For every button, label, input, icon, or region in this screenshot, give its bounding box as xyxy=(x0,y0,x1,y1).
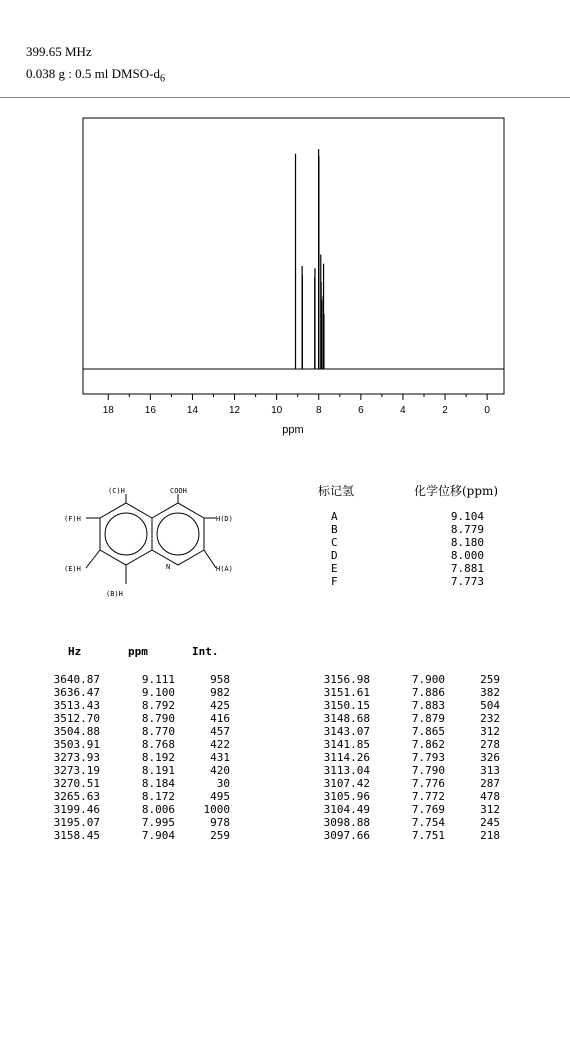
table-row xyxy=(30,686,230,699)
peak-intensity: 978 xyxy=(210,816,230,829)
x-axis-label: ppm xyxy=(282,424,304,436)
proton-label: D xyxy=(331,549,338,562)
molecule-structure xyxy=(50,480,270,605)
table-row xyxy=(300,803,500,816)
peak-ppm: 7.886 xyxy=(411,686,445,699)
table-row xyxy=(300,738,500,751)
peak-intensity: 245 xyxy=(480,816,500,829)
peak-intensity: 218 xyxy=(480,829,500,842)
chemical-shift: 8.779 xyxy=(450,523,484,536)
peak-intensity: 287 xyxy=(480,777,500,790)
peak-ppm: 7.776 xyxy=(411,777,445,790)
label-f: (F)H xyxy=(64,515,81,523)
peak-ppm: 8.184 xyxy=(141,777,175,790)
proton-label: E xyxy=(331,562,338,575)
peak-ppm: 7.793 xyxy=(411,751,445,764)
plot-frame xyxy=(83,118,504,394)
peak-hz: 3273.93 xyxy=(53,751,100,764)
peak-ppm: 7.772 xyxy=(411,790,445,803)
peak-hz: 3636.47 xyxy=(53,686,100,699)
sample-text: 0.038 g : 0.5 ml DMSO-d xyxy=(26,66,160,81)
assignment-shift-header: 化学位移(ppm) xyxy=(414,484,499,498)
peak-hz: 3158.45 xyxy=(53,829,100,842)
col-ppm-header: ppm xyxy=(128,645,148,658)
table-row xyxy=(300,764,500,777)
peak-hz: 3504.88 xyxy=(53,725,100,738)
table-row xyxy=(300,751,500,764)
table-row xyxy=(300,686,500,699)
chemical-shift: 7.773 xyxy=(450,575,484,588)
peak-hz: 3270.51 xyxy=(53,777,100,790)
label-a: H(A) xyxy=(216,565,233,573)
peak-hz: 3265.63 xyxy=(53,790,100,803)
peak-intensity: 30 xyxy=(216,777,230,790)
peak-ppm: 7.883 xyxy=(411,699,445,712)
sample-subscript: 6 xyxy=(159,73,165,85)
x-tick-label-6: 6 xyxy=(358,405,364,416)
peak-ppm: 8.792 xyxy=(141,699,175,712)
table-row xyxy=(300,699,500,712)
peak-intensity: 312 xyxy=(480,725,500,738)
peak-intensity: 982 xyxy=(210,686,230,699)
peak-hz: 3104.49 xyxy=(323,803,370,816)
proton-label: C xyxy=(331,536,338,549)
peak-intensity: 431 xyxy=(210,751,230,764)
peak-hz: 3150.15 xyxy=(323,699,370,712)
peak-ppm: 7.900 xyxy=(411,673,445,686)
table-row xyxy=(30,803,230,816)
col-hz-header: Hz xyxy=(68,645,82,658)
peak-ppm: 8.768 xyxy=(141,738,175,751)
pyridine-ring xyxy=(152,503,204,565)
table-row xyxy=(300,790,500,803)
x-tick-label-16: 16 xyxy=(144,405,156,416)
assignment-row xyxy=(318,523,484,536)
peak-intensity: 259 xyxy=(210,829,230,842)
proton-label: A xyxy=(331,510,338,523)
peak-intensity: 422 xyxy=(210,738,230,751)
peak-intensity: 382 xyxy=(480,686,500,699)
table-row xyxy=(300,816,500,829)
label-n: N xyxy=(166,563,171,571)
peak-ppm: 7.862 xyxy=(411,738,445,751)
peak-hz: 3107.42 xyxy=(323,777,370,790)
x-tick-label-14: 14 xyxy=(186,405,199,416)
peak-intensity: 425 xyxy=(210,699,230,712)
peak-ppm: 8.192 xyxy=(141,751,175,764)
peak-intensity: 478 xyxy=(480,790,500,803)
peak-hz: 3141.85 xyxy=(323,738,370,751)
peak-hz: 3098.88 xyxy=(323,816,370,829)
peak-ppm: 8.191 xyxy=(141,764,175,777)
peak-ppm: 7.865 xyxy=(411,725,445,738)
table-row xyxy=(300,712,500,725)
table-row xyxy=(30,712,230,725)
peak-ppm: 8.006 xyxy=(141,803,175,816)
x-tick-label-0: 0 xyxy=(484,405,490,416)
col-int-header: Int. xyxy=(192,645,219,658)
table-row xyxy=(30,764,230,777)
table-row xyxy=(30,673,230,686)
label-b: (B)H xyxy=(106,590,123,598)
peak-ppm: 8.790 xyxy=(141,712,175,725)
chemical-shift: 7.881 xyxy=(450,562,484,575)
spectrum-peaks xyxy=(296,149,324,369)
table-row xyxy=(30,829,230,842)
table-row xyxy=(30,699,230,712)
peak-intensity: 420 xyxy=(210,764,230,777)
peak-intensity: 504 xyxy=(480,699,500,712)
assignment-row xyxy=(318,549,484,562)
chemical-shift: 8.180 xyxy=(450,536,484,549)
label-c: (C)H xyxy=(108,487,125,495)
peak-hz: 3640.87 xyxy=(53,673,100,686)
peak-hz: 3199.46 xyxy=(53,803,100,816)
peak-intensity: 232 xyxy=(480,712,500,725)
peak-hz: 3151.61 xyxy=(323,686,370,699)
label-cooh: COOH xyxy=(170,487,187,495)
peak-hz: 3273.19 xyxy=(53,764,100,777)
peak-hz: 3105.96 xyxy=(323,790,370,803)
x-tick-label-2: 2 xyxy=(442,405,448,416)
assignment-row xyxy=(318,536,484,549)
peak-intensity: 326 xyxy=(480,751,500,764)
x-tick-label-18: 18 xyxy=(102,405,114,416)
peak-hz: 3114.26 xyxy=(323,751,370,764)
nmr-spectrum xyxy=(0,0,570,450)
peak-hz: 3156.98 xyxy=(323,673,370,686)
peak-intensity: 312 xyxy=(480,803,500,816)
peak-hz: 3143.07 xyxy=(323,725,370,738)
x-axis-ticks xyxy=(103,394,491,416)
peak-hz: 3113.04 xyxy=(323,764,370,777)
bond-e xyxy=(86,550,100,568)
peak-hz: 3512.70 xyxy=(53,712,100,725)
peak-intensity: 457 xyxy=(210,725,230,738)
peak-intensity: 958 xyxy=(210,673,230,686)
peak-hz: 3097.66 xyxy=(323,829,370,842)
label-d: H(D) xyxy=(216,515,233,523)
aromatic-circle-left xyxy=(105,513,147,555)
table-row xyxy=(30,816,230,829)
proton-label: B xyxy=(331,523,338,536)
peak-ppm: 7.995 xyxy=(141,816,175,829)
table-row xyxy=(30,751,230,764)
x-tick-label-10: 10 xyxy=(271,405,283,416)
x-tick-label-8: 8 xyxy=(315,405,322,416)
peak-intensity: 1000 xyxy=(203,803,230,816)
peak-hz: 3148.68 xyxy=(323,712,370,725)
peak-ppm: 7.790 xyxy=(411,764,445,777)
peak-intensity: 495 xyxy=(210,790,230,803)
table-row xyxy=(30,725,230,738)
assignment-row xyxy=(318,575,484,588)
peak-hz: 3503.91 xyxy=(53,738,100,751)
table-row xyxy=(30,777,230,790)
aromatic-circle-right xyxy=(157,513,199,555)
peak-ppm: 7.751 xyxy=(411,829,445,842)
assignment-label-header: 标记氢 xyxy=(318,484,355,498)
table-row xyxy=(30,790,230,803)
table-row xyxy=(300,725,500,738)
peak-intensity: 313 xyxy=(480,764,500,777)
assignment-row xyxy=(318,510,484,523)
peak-ppm: 7.769 xyxy=(411,803,445,816)
table-row xyxy=(300,673,500,686)
table-row xyxy=(300,829,500,842)
label-e: (E)H xyxy=(64,565,81,573)
peak-hz: 3195.07 xyxy=(53,816,100,829)
table-row xyxy=(30,738,230,751)
x-tick-label-12: 12 xyxy=(228,405,241,416)
benzene-ring xyxy=(100,503,152,565)
peak-ppm: 9.111 xyxy=(141,673,175,686)
peak-intensity: 278 xyxy=(480,738,500,751)
x-tick-label-4: 4 xyxy=(400,405,406,416)
spectrometer-frequency: 399.65 MHz xyxy=(26,44,92,59)
proton-label: F xyxy=(331,575,338,588)
chemical-shift: 9.104 xyxy=(450,510,484,523)
peak-ppm: 9.100 xyxy=(141,686,175,699)
peak-ppm: 8.770 xyxy=(141,725,175,738)
peak-ppm: 8.172 xyxy=(141,790,175,803)
peak-hz: 3513.43 xyxy=(53,699,100,712)
peak-ppm: 7.754 xyxy=(411,816,445,829)
peak-intensity: 259 xyxy=(480,673,500,686)
chemical-shift: 8.000 xyxy=(450,549,484,562)
peak-intensity: 416 xyxy=(210,712,230,725)
assignment-row xyxy=(318,562,484,575)
peak-ppm: 7.879 xyxy=(411,712,445,725)
bond-a xyxy=(204,550,216,568)
table-row xyxy=(300,777,500,790)
peak-ppm: 7.904 xyxy=(141,829,175,842)
